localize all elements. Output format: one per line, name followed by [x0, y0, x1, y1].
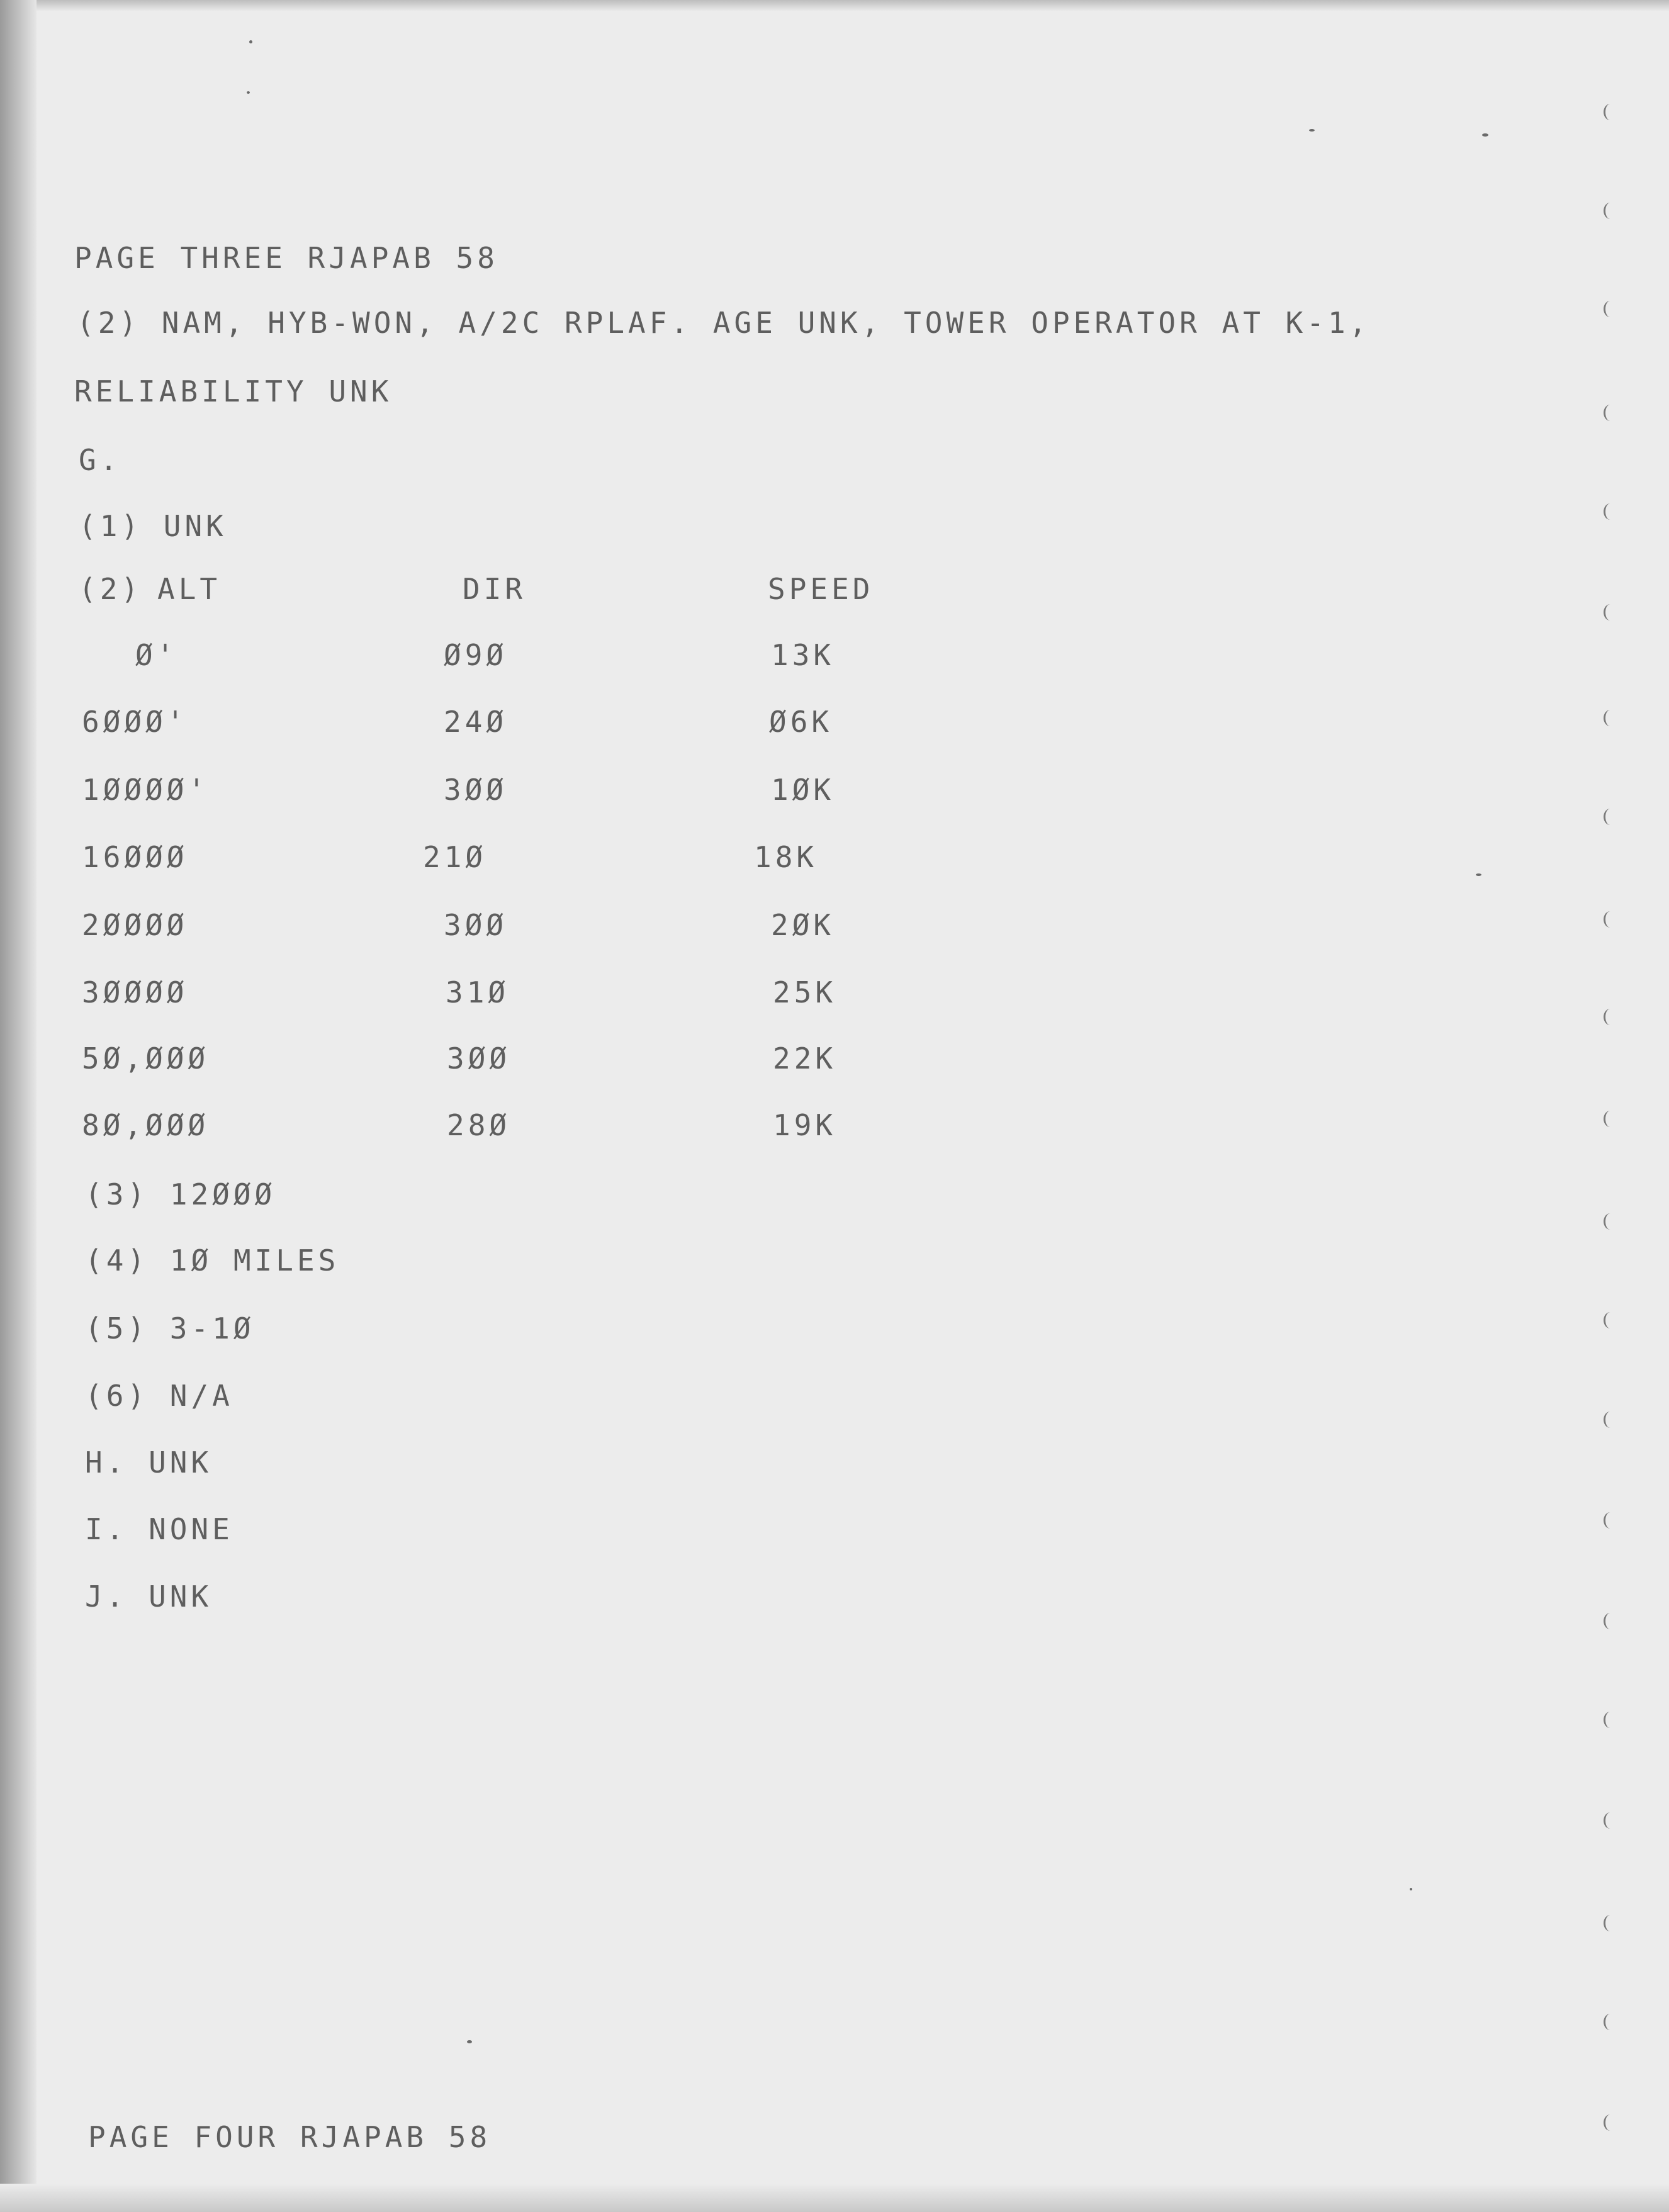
scan-speck: [1482, 133, 1488, 137]
item-g4: (4) 1Ø MILES: [85, 1244, 340, 1277]
punch-hole: [1604, 203, 1617, 219]
winds-row-speed: 13K: [771, 638, 835, 672]
winds-row-speed: 18K: [754, 840, 818, 874]
punch-hole: [1604, 301, 1617, 317]
winds-row-dir: 3ØØ: [444, 908, 508, 942]
scan-speck: [247, 91, 250, 94]
punch-hole: [1604, 710, 1617, 726]
winds-row-alt: 16ØØØ: [82, 840, 188, 874]
scan-speck: [249, 40, 252, 43]
winds-row-dir: 21Ø: [423, 840, 487, 874]
punch-hole: [1604, 911, 1617, 928]
item-g: G.: [79, 443, 121, 477]
winds-row-speed: Ø6K: [769, 705, 833, 739]
winds-row-dir: 31Ø: [446, 975, 510, 1009]
punch-hole: [1604, 1213, 1617, 1230]
page-header: PAGE THREE RJAPAB 58: [74, 241, 498, 275]
winds-header-alt: ALT: [157, 572, 222, 606]
punch-hole: [1604, 1009, 1617, 1025]
punch-hole: [1604, 2114, 1617, 2131]
winds-row-dir: 28Ø: [447, 1108, 511, 1142]
winds-row-alt: 8Ø,ØØØ: [82, 1108, 210, 1142]
page-footer: PAGE FOUR RJAPAB 58: [88, 2120, 492, 2154]
winds-row-speed: 1ØK: [771, 773, 835, 807]
winds-row-dir: 3ØØ: [447, 1041, 511, 1075]
scan-speck: [1410, 1888, 1412, 1890]
punch-hole: [1604, 503, 1617, 520]
punch-hole: [1604, 1412, 1617, 1428]
winds-row-dir: 3ØØ: [444, 773, 508, 807]
winds-row-alt: Ø': [135, 638, 178, 672]
punch-hole: [1604, 1512, 1617, 1529]
winds-row-alt: 3ØØØØ: [82, 975, 188, 1009]
item-f2-line2: RELIABILITY UNK: [74, 374, 393, 408]
item-i: I. NONE: [85, 1512, 233, 1546]
punch-hole: [1604, 1712, 1617, 1728]
winds-row-speed: 22K: [773, 1041, 837, 1075]
winds-row-speed: 25K: [773, 975, 837, 1009]
item-g5: (5) 3-1Ø: [85, 1311, 255, 1345]
page-bottom-edge: [0, 2184, 1669, 2212]
winds-label: (2): [79, 572, 143, 606]
punch-hole: [1604, 1312, 1617, 1328]
winds-row-speed: 2ØK: [771, 908, 835, 942]
punch-hole: [1604, 405, 1617, 421]
item-j: J. UNK: [85, 1580, 213, 1614]
winds-header-dir: DIR: [463, 572, 527, 606]
punch-hole: [1604, 604, 1617, 620]
punch-hole: [1604, 809, 1617, 825]
scan-speck: [467, 2040, 472, 2043]
punch-hole: [1604, 1613, 1617, 1629]
punch-hole: [1604, 1915, 1617, 1931]
page-top-edge: [0, 0, 1669, 11]
punch-hole: [1604, 104, 1617, 120]
winds-row-alt: 6ØØØ': [82, 705, 188, 739]
item-f2-line1: (2) NAM, HYB-WON, A/2C RPLAF. AGE UNK, TOWER OPERATOR AT K-1,: [77, 306, 1371, 340]
winds-row-alt: 1ØØØØ': [82, 773, 210, 807]
item-g1: (1) UNK: [79, 509, 227, 543]
item-g6: (6) N/A: [85, 1379, 233, 1413]
winds-row-speed: 19K: [773, 1108, 837, 1142]
winds-row-dir: Ø9Ø: [444, 638, 508, 672]
punch-hole: [1604, 1812, 1617, 1829]
scan-speck: [1309, 129, 1315, 132]
scan-speck: [1476, 873, 1481, 876]
punch-hole: [1604, 1111, 1617, 1127]
page-left-edge: [0, 0, 37, 2212]
winds-row-alt: 5Ø,ØØØ: [82, 1041, 210, 1075]
item-h: H. UNK: [85, 1446, 213, 1479]
item-g3: (3) 12ØØØ: [85, 1177, 276, 1211]
winds-header-speed: SPEED: [768, 572, 874, 606]
punch-hole: [1604, 2014, 1617, 2030]
winds-row-alt: 2ØØØØ: [82, 908, 188, 942]
winds-row-dir: 24Ø: [444, 705, 508, 739]
